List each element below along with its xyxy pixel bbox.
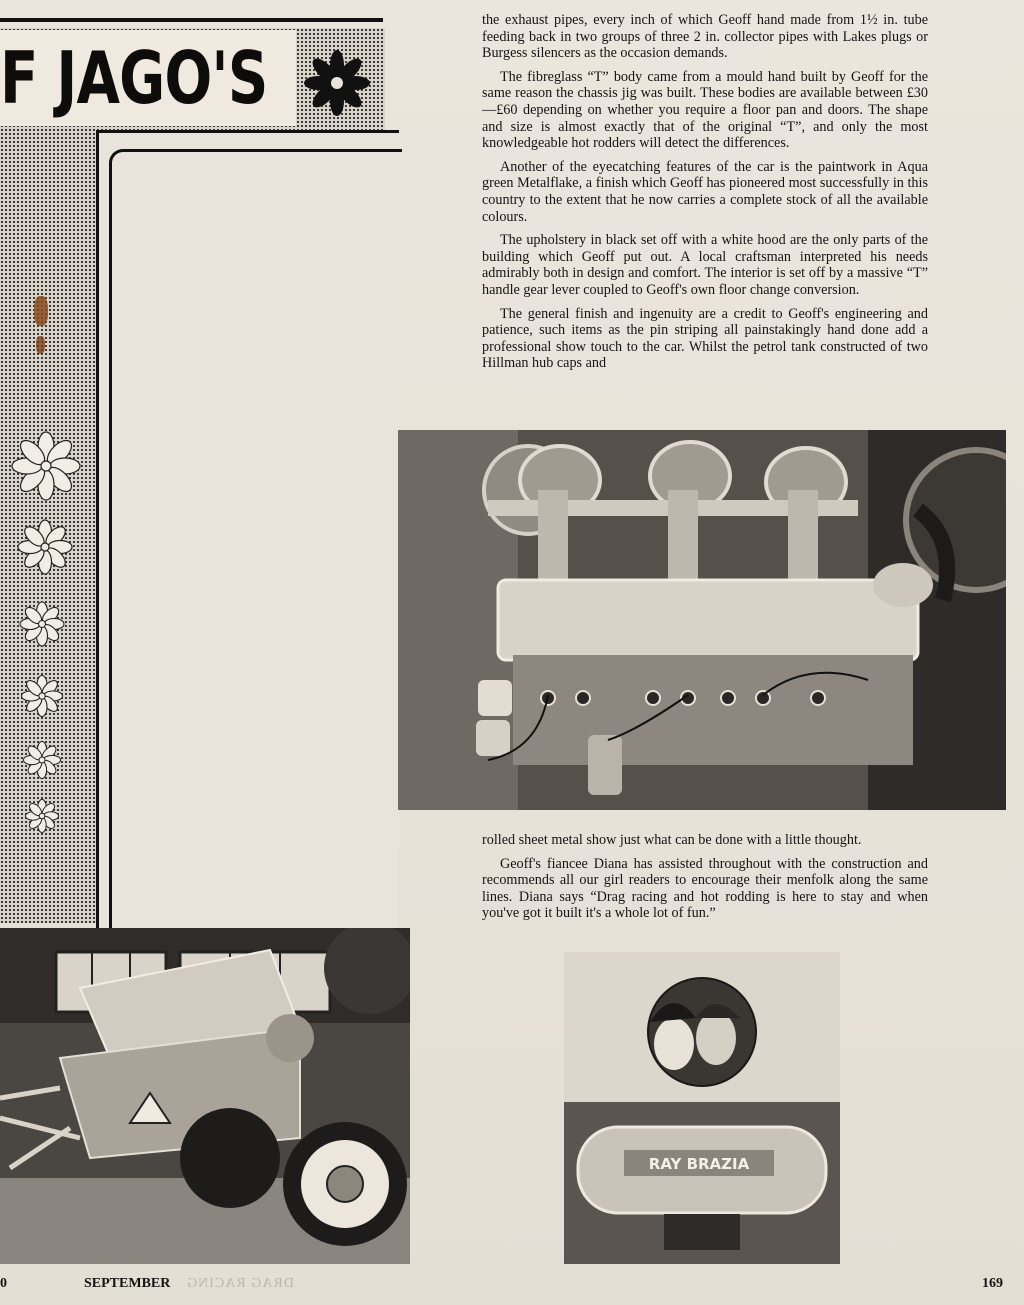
left-page-number: 0 [0, 1276, 7, 1291]
flower-ornament-4 [18, 672, 66, 720]
flower-ornament-3 [16, 598, 68, 650]
paragraph-exhaust: the exhaust pipes, every inch of which Geoff hand made from 1½ in. tube feeding back in two groups of three 2 in. collector pipes with Lakes plugs or Burgess silencers as the occasion demands. [482, 12, 928, 62]
article-title: F JAGO'S [0, 36, 268, 120]
hot-rod-illustration [0, 928, 410, 1264]
footer-month: SEPTEMBER [84, 1276, 171, 1291]
couple-illustration [564, 952, 840, 1264]
paragraph-body: The fibreglass “T” body came from a mould hand built by Geoff for the same reason the chassis jig was built. These bodies are available between £30—£60 depending on whether you require a floor pan and doors. The shape and size is almost exactly that of the original “T”, and only the most knowledgeable hot rodders will detect the differences. [482, 68, 928, 152]
show-through-text: DRAG RACING [186, 1276, 294, 1291]
engine-photo [398, 430, 1006, 810]
paragraph-finish: The general finish and ingenuity are a credit to Geoff's engineering and patience, such items as the pin striping all painstakingly hand done add a professional show touch to the car. Whilst the petrol tank constructed of two Hillman hub caps and [482, 305, 928, 372]
tank-lettering: RAY BRAZIA [648, 1155, 750, 1173]
couple-photo [564, 952, 840, 1264]
inset-frame-inner [109, 149, 402, 942]
paragraph-tank: rolled sheet metal show just what can be done with a little thought. [482, 832, 862, 848]
top-rule [0, 18, 383, 22]
rust-stain-small [36, 336, 45, 354]
flower-ornament-6 [22, 796, 62, 836]
rust-stain [34, 296, 48, 326]
page-number: 169 [982, 1276, 1003, 1291]
flower-ornament-5 [20, 738, 64, 782]
inset-frame [96, 130, 399, 933]
flower-ornament-1 [8, 428, 84, 504]
flower-ornament-title [300, 46, 374, 120]
article-column-bottom [482, 832, 928, 929]
article-column-top [482, 12, 928, 379]
engine-illustration [398, 430, 1006, 810]
car-photo [0, 928, 410, 1264]
paragraph-paintwork: Another of the eyecatching features of the car is the paintwork in Aqua green Metalflake, a finish which Geoff has pioneered most successfully in this country to the extent that he now carries a complete stock of all the available colours. [482, 158, 928, 225]
paragraph-diana: Geoff's fiancee Diana has assisted throughout with the construction and recommends all our girl readers to encourage their menfolk along the same lines. Diana says “Drag racing and hot rodding is here to stay and when you've got it built it's a whole lot of fun.” [482, 855, 928, 922]
flower-ornament-2 [14, 516, 76, 578]
paragraph-upholstery: The upholstery in black set off with a white hood are the only parts of the building which Geoff put out. A local craftsman interpreted his needs admirably both in design and comfort. The interior is set off by a massive “T” handle gear lever coupled to Geoff's own floor change conversion. [482, 232, 928, 298]
